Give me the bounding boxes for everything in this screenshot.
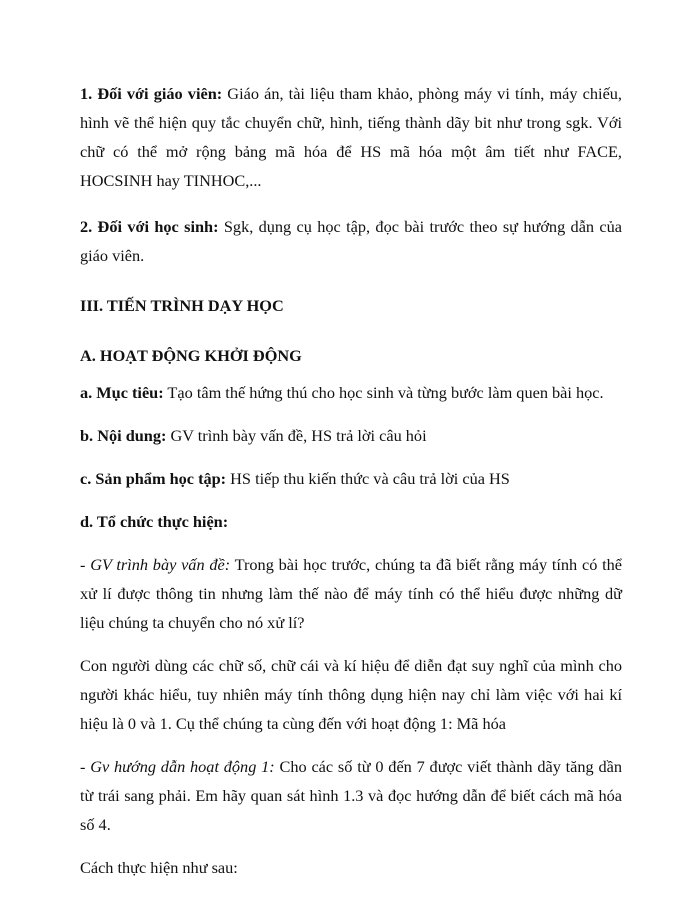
gv-guide-label: - Gv hướng dẫn hoạt động 1: [80, 757, 275, 776]
gv-guide-text: Cho các số từ 0 đến 7 được viết thành dãy tăng dần từ trái sang phải. Em hãy quan sát hình 1.3 và đọc hướng dẫn để biết cách mã hóa số 4. [80, 757, 622, 834]
teacher-label: 1. Đối với giáo viên: [80, 84, 223, 103]
section-title [80, 291, 622, 320]
content-text: GV trình bày vấn đề, HS trả lời câu hỏi [166, 426, 427, 445]
teacher-text: Giáo án, tài liệu tham khảo, phòng máy vi tính, máy chiếu, hình vẽ thể hiện quy tắc chuyển chữ, hình, tiếng thành dãy bit như trong sgk. Với chữ có thể mở rộng bảng mã hóa để HS mã hóa một âm tiết như FACE, HOCSINH hay TINHOC,... [80, 84, 623, 190]
content-paragraph [80, 421, 622, 450]
people-paragraph: Con người dùng các chữ số, chữ cái và kí hiệu để diễn đạt suy nghĩ của mình cho người khác hiểu, tuy nhiên máy tính thông dụng hiện nay chỉ làm việc với hai kí hiệu là 0 và 1. Cụ thể chúng ta cùng đến với hoạt động 1: Mã hóa [80, 656, 622, 733]
gv-problem-label: - GV trình bày vấn đề: [80, 555, 231, 574]
activity-title [80, 341, 622, 370]
product-label: c. Sản phẩm học tập: [80, 469, 227, 488]
goal-label: a. Mục tiêu: [80, 383, 164, 402]
method-line: Cách thực hiện như sau: [80, 858, 238, 877]
product-paragraph [80, 464, 622, 493]
student-text: Sgk, dụng cụ học tập, đọc bài trước theo sự hướng dẫn của giáo viên. [80, 217, 623, 265]
organize-label: d. Tổ chức thực hiện: [80, 512, 229, 531]
teacher-paragraph [80, 79, 622, 195]
student-label: 2. Đối với học sinh: [80, 217, 219, 236]
student-paragraph [80, 212, 622, 270]
content-label: b. Nội dung: [80, 426, 167, 445]
gv-problem-text: Trong bài học trước, chúng ta đã biết rằng máy tính có thể xử lí được thông tin nhưng làm thế nào để máy tính có thể hiểu được những dữ liệu chúng ta chuyển cho nó xử lí? [80, 555, 622, 632]
product-text: HS tiếp thu kiến thức và câu trả lời của HS [226, 469, 510, 488]
goal-text: Tạo tâm thế hứng thú cho học sinh và từng bước làm quen bài học. [163, 383, 604, 402]
organize-paragraph [80, 507, 622, 536]
goal-paragraph [80, 378, 622, 407]
gv-problem-paragraph [80, 550, 622, 637]
section-title-text: III. TIẾN TRÌNH DẠY HỌC [80, 296, 284, 315]
document-page [80, 79, 622, 882]
activity-title-text: A. HOẠT ĐỘNG KHỞI ĐỘNG [80, 346, 302, 365]
gv-guide-paragraph [80, 752, 622, 839]
